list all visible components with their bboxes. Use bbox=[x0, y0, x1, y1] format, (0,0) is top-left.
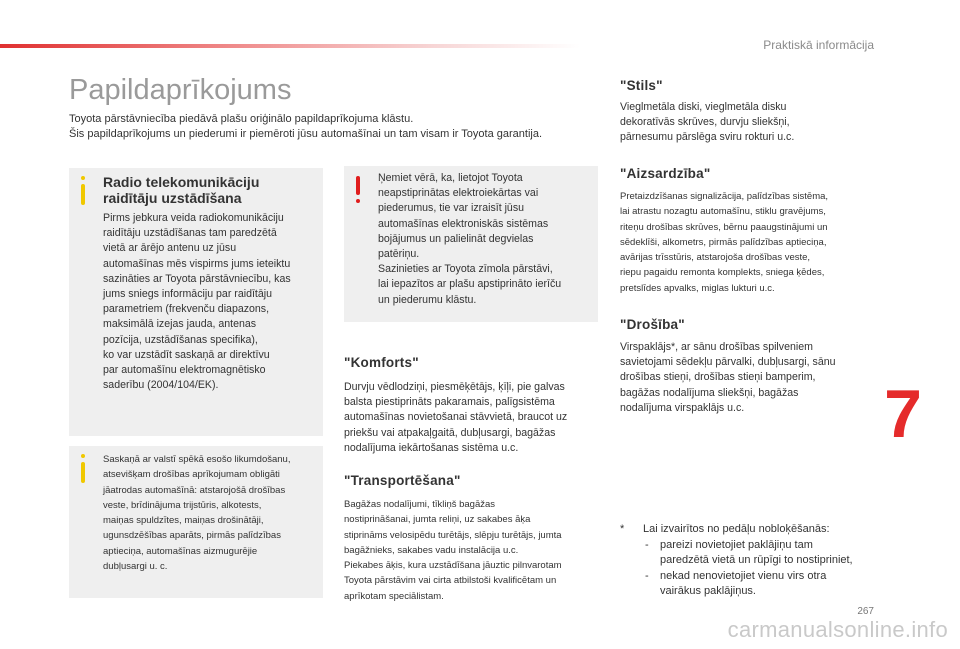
text-line: balsta piestiprināts pakaramais, palīgsistēma bbox=[344, 396, 555, 409]
text-line: vietā ar ārējo antenu uz jūsu bbox=[103, 242, 237, 255]
text-line: Sazinieties ar Toyota zīmola pārstāvi, bbox=[378, 263, 553, 276]
text-line: Saskaņā ar valstī spēkā esošo likumdošanu, bbox=[103, 454, 291, 465]
stils-text bbox=[620, 100, 880, 146]
info-icon bbox=[81, 462, 85, 483]
text-line: dekoratīvās skrūves, durvju sliekšņi, bbox=[620, 116, 790, 129]
text-line: automašīnas mēs vispirms jums ieteiktu bbox=[103, 257, 291, 270]
komforts-title: "Komforts" bbox=[344, 355, 419, 370]
text-line: nekad nenovietojiet vienu virs otra bbox=[660, 570, 827, 582]
text-line: bojājumus un palielināt degvielas bbox=[378, 232, 534, 245]
text-line: sēdeklīši, alkometrs, pirmās palīdzības aptieciņa, bbox=[620, 236, 827, 248]
text-line: lai atrastu nozagtu automašīnu, stiklu gravējums, bbox=[620, 206, 826, 218]
text-line: Pretaizdzīšanas signalizācija, palīdzības sistēma, bbox=[620, 191, 829, 202]
text-line: automašīnas novietošanai stāvvietā, braucot uz bbox=[344, 411, 568, 424]
text-line: lai iepazītos ar plašu apstiprināto ierīču bbox=[378, 278, 562, 291]
text-line: Vieglmetāla diski, vieglmetāla disku bbox=[620, 101, 787, 113]
page-title: Papildaprīkojums bbox=[69, 74, 292, 106]
text-line: nodalījuma iekārtošanas sistēma u.c. bbox=[344, 441, 519, 454]
text-line: stiprināms velosipēdu turētājs, slēpju turētājs, jumta bbox=[344, 529, 562, 541]
text-line: atsevišķam drošības aprīkojumam obligāti bbox=[103, 469, 280, 481]
text-line: nostiprināšanai, jumta reliņi, uz sakabes āķa bbox=[344, 514, 531, 526]
warning-icon-dot bbox=[356, 199, 360, 203]
radio-info-box bbox=[69, 168, 323, 436]
radio-box-title-line: raidītāju uzstādīšana bbox=[103, 190, 242, 206]
footnote-dash: - bbox=[645, 570, 649, 582]
text-line: Ņemiet vērā, ka, lietojot Toyota bbox=[378, 172, 523, 184]
footnote-star: * bbox=[620, 523, 625, 535]
radio-box-title bbox=[103, 174, 259, 206]
text-line: avārijas trīsstūris, atstarojoša drošības veste, bbox=[620, 252, 811, 264]
chapter-number: 7 bbox=[884, 376, 922, 452]
footnote-dash: - bbox=[645, 539, 649, 551]
text-line: par automašīnu elektromagnētisko bbox=[103, 364, 266, 377]
text-line: bagāžas nodalījuma sliekšņi, bagāžas bbox=[620, 386, 799, 399]
footnote-item bbox=[645, 569, 885, 600]
text-line: sazināties ar Toyota pārstāvniecību, kas bbox=[103, 272, 291, 285]
text-line: saderību (2004/104/EK). bbox=[103, 379, 219, 392]
footnote-item bbox=[645, 538, 885, 569]
page-number: 267 bbox=[857, 606, 874, 617]
transportesana-title: "Transportēšana" bbox=[344, 473, 461, 488]
text-line: riteņu drošības skrūves, bērnu paaugstinājumi un bbox=[620, 221, 828, 233]
text-line: maksimālā izejas jauda, antenas bbox=[103, 318, 257, 331]
text-line: Piekabes āķis, kura uzstādīšana jāuztic pilnvarotam bbox=[344, 560, 562, 572]
info-icon-dot bbox=[81, 176, 85, 180]
text-line: piederumus, tie var izraisīt jūsu bbox=[378, 202, 525, 215]
text-line: pareizi novietojiet paklājiņu tam bbox=[660, 539, 813, 551]
text-line: ugunsdzēšības aparāts, pirmās palīdzības bbox=[103, 530, 281, 542]
text-line: vairākus paklājiņus. bbox=[660, 585, 756, 598]
text-line: Virspaklājs*, ar sānu drošības spilveniem bbox=[620, 341, 813, 353]
text-line: Bagāžas nodalījumi, tīkliņš bagāžas bbox=[344, 499, 496, 510]
text-line: patēriņu. bbox=[378, 248, 420, 261]
text-line: bagāžnieks, sakabes vadu instalācija u.c. bbox=[344, 544, 519, 556]
transportesana-text bbox=[344, 497, 606, 604]
law-box-text bbox=[103, 452, 321, 574]
text-line: paredzētā vietā un rūpīgi to nostipriniet, bbox=[660, 554, 853, 567]
text-line: dubļusargi u. c. bbox=[103, 561, 168, 573]
text-line: ko var uzstādīt saskaņā ar direktīvu bbox=[103, 348, 270, 361]
aizsardziba-text bbox=[620, 189, 882, 296]
text-line: nodalījuma virspaklājs u.c. bbox=[620, 401, 745, 414]
text-line: drošības stieņi, drošības stieņi bamperim, bbox=[620, 371, 816, 384]
info-icon-dot bbox=[81, 454, 85, 458]
komforts-text bbox=[344, 380, 604, 456]
text-line: jums sniegs informāciju par raidītāju bbox=[103, 288, 272, 301]
warning-icon bbox=[356, 176, 360, 195]
text-line: aprīkotam speciālistam. bbox=[344, 590, 444, 602]
text-line: aptieciņa, automašīnas aizmugurējie bbox=[103, 545, 258, 557]
intro-line: Toyota pārstāvniecība piedāvā plašu oriģinālo papildaprīkojuma klāstu. bbox=[69, 113, 414, 125]
stils-title: "Stils" bbox=[620, 78, 663, 93]
text-line: pretslīdes apvalks, miglas lukturi u.c. bbox=[620, 282, 775, 294]
text-line: raidītāju uzstādīšanas tam paredzētā bbox=[103, 227, 277, 240]
watermark-link[interactable]: carmanualsonline.info bbox=[727, 617, 948, 642]
radio-box-title-line: Radio telekomunikāciju bbox=[103, 174, 260, 190]
text-line: neapstiprinātas elektroiekārtas vai bbox=[378, 187, 539, 200]
text-line: Pirms jebkura veida radiokomunikāciju bbox=[103, 212, 284, 224]
text-line: veste, brīdinājuma trijstūris, alkotests, bbox=[103, 499, 262, 511]
intro-line: Šis papildaprīkojums un piederumi ir piemēroti jūsu automašīnai un tam visam ir Toyota garantija. bbox=[69, 128, 543, 140]
info-icon bbox=[81, 184, 85, 205]
law-info-box bbox=[69, 446, 323, 598]
text-line: pārnesumu pārslēga sviru rokturi u.c. bbox=[620, 131, 795, 144]
text-line: parametriem (frekvenču diapazons, bbox=[103, 303, 270, 316]
warning-box-text bbox=[378, 171, 593, 308]
text-line: priekšu vai atpakaļgaitā, dubļusargi, bagāžas bbox=[344, 426, 556, 439]
text-line: un piederumu klāstu. bbox=[378, 293, 477, 306]
aizsardziba-title: "Aizsardzība" bbox=[620, 166, 711, 181]
drosiba-text bbox=[620, 340, 882, 416]
text-line: Toyota pārstāvim vai cirta atbilstoši kvalificētam un bbox=[344, 575, 557, 587]
intro-text bbox=[69, 112, 599, 142]
text-line: maiņas spuldzītes, maiņas drošinātāji, bbox=[103, 515, 264, 527]
warning-box bbox=[344, 166, 598, 322]
footnote-intro: Lai izvairītos no pedāļu nobloķēšanās: bbox=[643, 523, 830, 535]
text-line: riepu pagaidu remonta komplekts, sniega ķēdes, bbox=[620, 267, 825, 279]
header-accent-bar bbox=[0, 44, 580, 48]
text-line: savietojami sēdekļu pārvalki, dubļusargi, sānu bbox=[620, 356, 836, 369]
text-line: automašīnas elektroniskās sistēmas bbox=[378, 217, 549, 230]
text-line: Durvju vēdlodziņi, piesmēķētājs, ķīļi, pie galvas bbox=[344, 381, 565, 393]
radio-box-text bbox=[103, 211, 318, 393]
drosiba-title: "Drošība" bbox=[620, 317, 685, 332]
text-line: pozīcija, uzstādīšanas specifika), bbox=[103, 333, 258, 346]
text-line: jāatrodas automašīnā: atstarojošā drošības bbox=[103, 484, 286, 496]
section-title: Praktiskā informācija bbox=[763, 38, 874, 52]
